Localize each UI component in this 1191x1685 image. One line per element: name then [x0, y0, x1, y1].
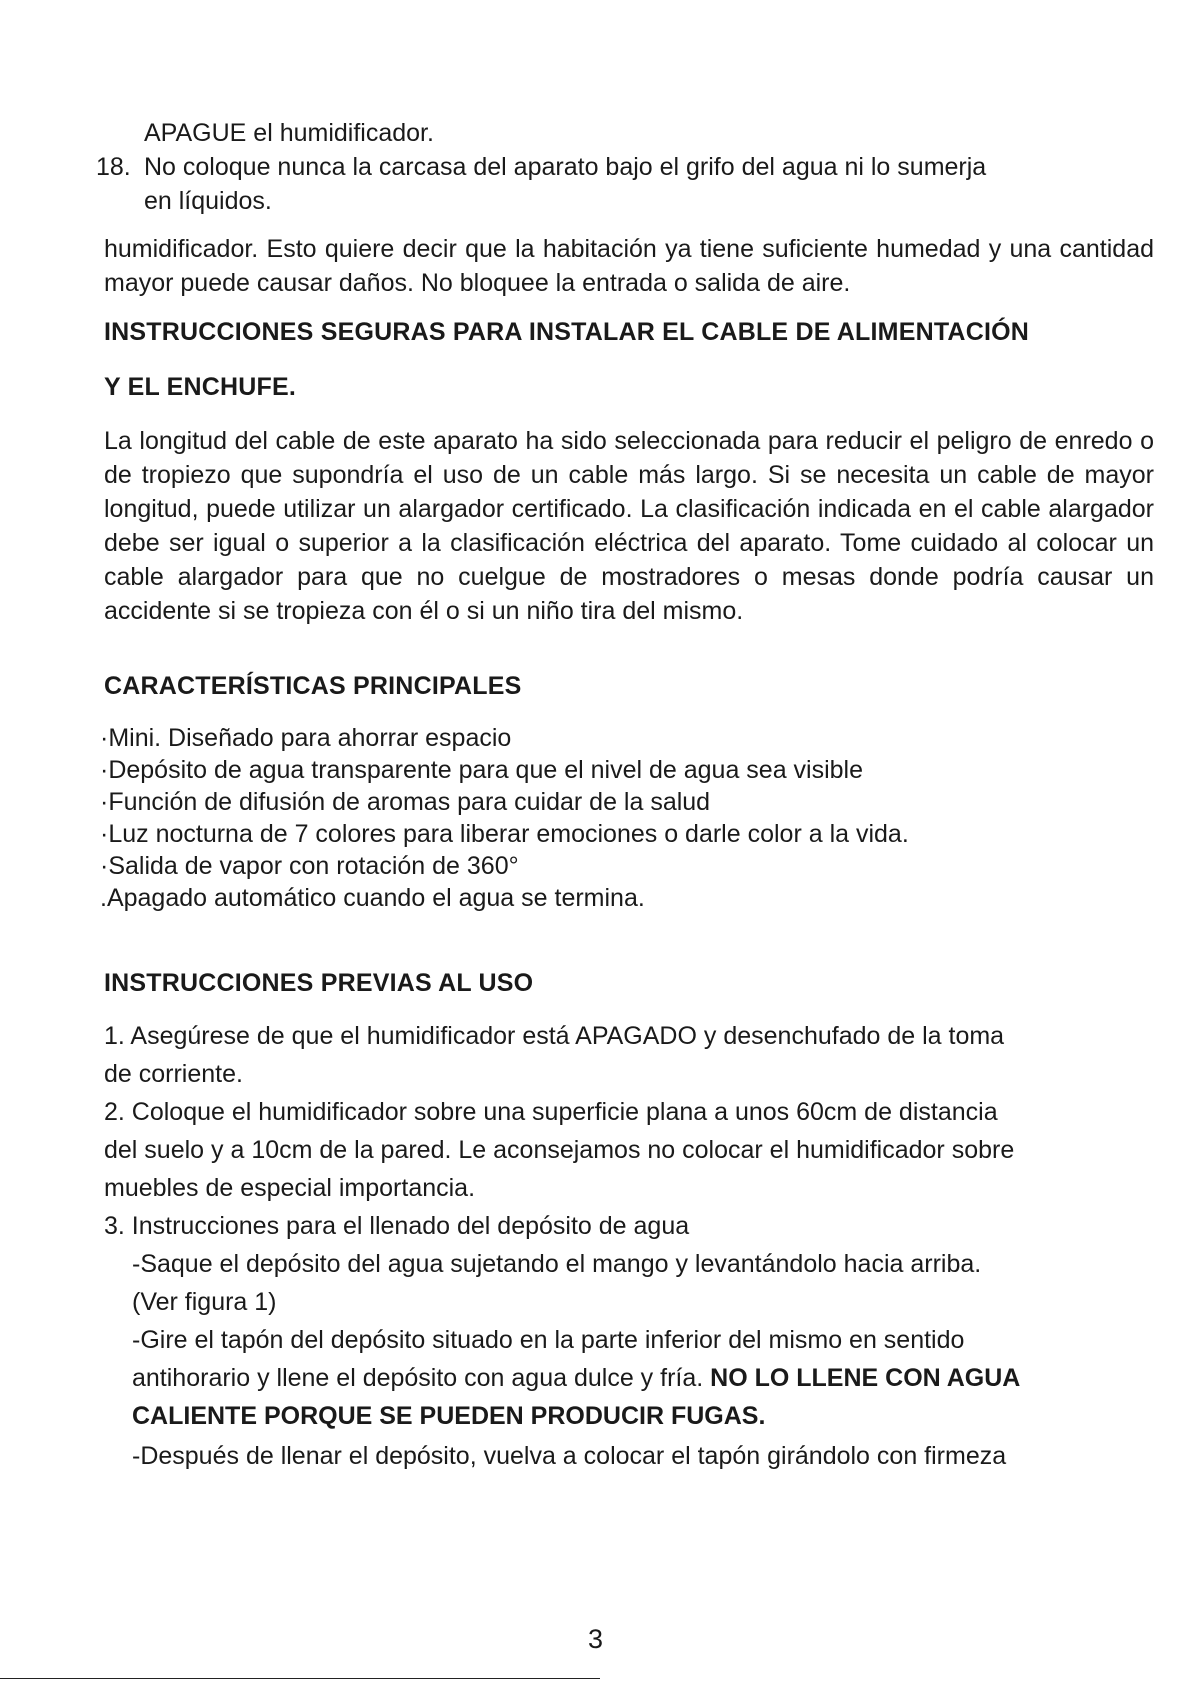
feature-item: ·Función de difusión de aromas para cuidar de la salud: [100, 788, 711, 816]
step-2-line-1: 2. Coloque el humidificador sobre una superficie plana a unos 60cm de distancia: [104, 1098, 998, 1126]
step-3-warning-text: NO LO LLENE CON AGUA: [710, 1364, 1021, 1392]
item-18-line-2: en líquidos.: [144, 187, 272, 215]
cable-section-body: La longitud del cable de este aparato ha sido seleccionada para reducir el peligro de enredo o de tropiezo que supondría el uso de un cable más largo. Si se necesita un cable de mayor longitud, puede utilizar un alargador certificado. La clasificación indicada en el cable alargador debe ser igual o superior a la clasificación eléctrica del aparato. Tome cuidado al colocar un cable alargador para que no cuelgue de mostradores o mesas donde podría causar un accidente si se tropieza con él o si un niño tira del mismo.: [104, 427, 1154, 625]
cable-section-heading-line-1: INSTRUCCIONES SEGURAS PARA INSTALAR EL CABLE DE ALIMENTACIÓN: [104, 318, 1029, 346]
page-number: 3: [587, 1624, 604, 1654]
step-2-line-3: muebles de especial importancia.: [104, 1174, 476, 1202]
feature-item: ·Mini. Diseñado para ahorrar espacio: [100, 724, 512, 752]
step-3-sub-1-line-1: -Saque el depósito del agua sujetando el mango y levantándolo hacia arriba.: [132, 1250, 982, 1278]
step-3-line-1: 3. Instrucciones para el llenado del depósito de agua: [104, 1212, 690, 1240]
continuation-line: APAGUE el humidificador.: [144, 119, 434, 147]
step-1-line-2: de corriente.: [104, 1060, 243, 1088]
step-3-sub-1-line-2: (Ver figura 1): [132, 1288, 277, 1316]
bottom-rule: [0, 1678, 600, 1679]
step-3-warning-text-line-2: CALIENTE PORQUE SE PUEDEN PRODUCIR FUGAS.: [132, 1402, 766, 1430]
features-heading: CARACTERÍSTICAS PRINCIPALES: [104, 672, 522, 700]
feature-item: ·Luz nocturna de 7 colores para liberar emociones o darle color a la vida.: [100, 820, 909, 848]
feature-item: ·Depósito de agua transparente para que el nivel de agua sea visible: [100, 756, 864, 784]
step-3-sub-2-line-1: -Gire el tapón del depósito situado en la parte inferior del mismo en sentido: [132, 1326, 965, 1354]
intro-paragraph: humidificador. Esto quiere decir que la habitación ya tiene suficiente humedad y una cantidad mayor puede causar daños. No bloquee la entrada o salida de aire.: [104, 235, 1154, 297]
step-2-line-2: del suelo y a 10cm de la pared. Le aconsejamos no colocar el humidificador sobre: [104, 1136, 1015, 1164]
feature-item: .Apagado automático cuando el agua se termina.: [100, 884, 645, 912]
step-1-line-1: 1. Asegúrese de que el humidificador está APAGADO y desenchufado de la toma: [104, 1022, 1005, 1050]
feature-item: ·Salida de vapor con rotación de 360°: [100, 852, 519, 880]
step-3-sub-2-line-2: [132, 1361, 1020, 1395]
cable-section-heading-line-2: Y EL ENCHUFE.: [104, 373, 296, 401]
pre-use-heading: INSTRUCCIONES PREVIAS AL USO: [104, 969, 534, 997]
step-3-sub-3-line-1: -Después de llenar el depósito, vuelva a colocar el tapón girándolo con firmeza: [132, 1442, 1007, 1470]
item-18-line-1: No coloque nunca la carcasa del aparato bajo el grifo del agua ni lo sumerja: [144, 153, 987, 181]
step-3-sub-2-line-2-text: antihorario y llene el depósito con agua dulce y fría.: [132, 1364, 711, 1392]
item-18-number: 18.: [96, 153, 131, 181]
